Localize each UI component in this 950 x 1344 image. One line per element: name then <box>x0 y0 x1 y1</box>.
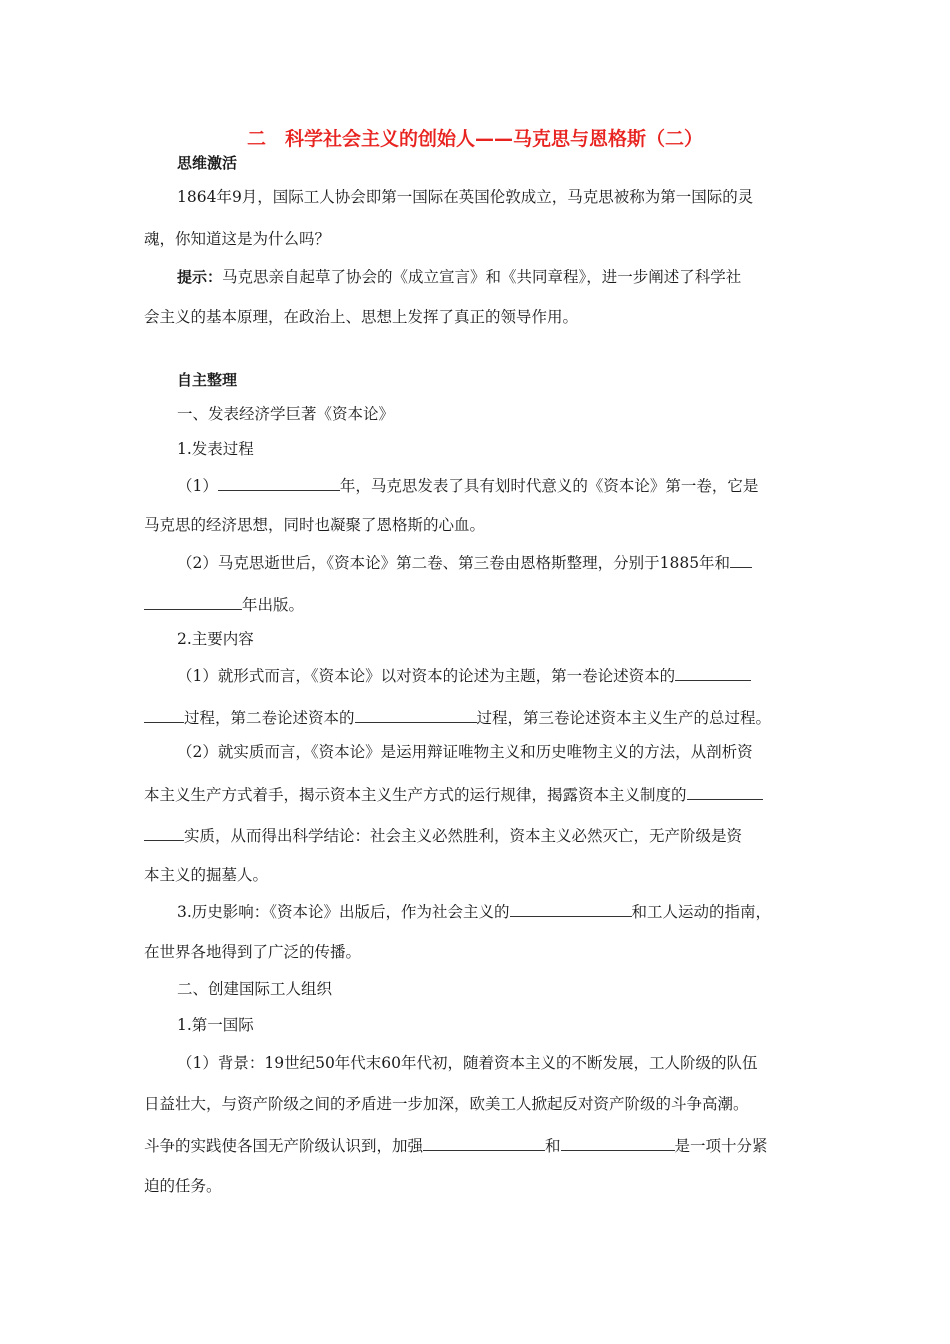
part2-title: 二、创建国际工人组织 <box>177 980 333 998</box>
p2-2-line-1: （2）就实质而言，《资本论》是运用辩证唯物主义和历史唯物主义的方法，从剖析资 <box>177 743 753 761</box>
p2-1-line-2 <box>144 706 771 729</box>
p1-1-line-2: 马克思的经济思想，同时也凝聚了恩格斯的心血。 <box>144 516 486 534</box>
p3-text-a: 3.历史影响：《资本论》出版后，作为社会主义的 <box>177 903 510 921</box>
p2-2-text-3: 实质，从而得出科学结论：社会主义必然胜利，资本主义必然灭亡，无产阶级是资 <box>184 827 743 845</box>
p3-text-b: 和工人运动的指南， <box>631 903 772 921</box>
fill-blank-process-a[interactable] <box>675 664 751 681</box>
q1-line-3 <box>144 1134 768 1157</box>
section-heading-self-study: 自主整理 <box>177 371 238 389</box>
hint-text: 马克思亲自起草了协会的《成立宣言》和《共同章程》，进一步阐述了科学社 <box>222 268 742 286</box>
p2-1-text: （1）就形式而言，《资本论》以对资本的论述为主题，第一卷论述资本的 <box>177 667 676 685</box>
p1-1-line-1 <box>177 474 758 497</box>
question-line-1: 1864年9月，国际工人协会即第一国际在英国伦敦成立，马克思被称为第一国际的灵 <box>177 188 754 206</box>
fill-blank-year[interactable] <box>218 474 340 491</box>
p2-1-end: 过程，第三卷论述资本主义生产的总过程。 <box>476 709 772 727</box>
p2-1-mid: 过程，第二卷论述资本的 <box>184 709 355 727</box>
q1-text-b: 和 <box>545 1137 561 1155</box>
p1-2-text: （2）马克思逝世后，《资本论》第二卷、第三卷由恩格斯整理，分别于1885年和 <box>177 554 731 572</box>
fill-blank-essence-a[interactable] <box>687 783 763 800</box>
question-line-2: 魂，你知道这是为什么吗？ <box>144 230 331 248</box>
hint-label: 提示： <box>177 268 223 286</box>
q1-line-4: 迫的任务。 <box>144 1177 222 1195</box>
fill-blank-process-b[interactable] <box>355 706 477 723</box>
q1-line-1: （1）背景：19世纪50年代末60年代初，随着资本主义的不断发展，工人阶级的队伍 <box>177 1054 758 1072</box>
p2-2-text: 本主义生产方式着手，揭示资本主义生产方式的运行规律，揭露资本主义制度的 <box>144 786 687 804</box>
fill-blank-unity-a[interactable] <box>423 1134 545 1151</box>
p1-1-prefix: （1） <box>177 477 218 495</box>
p1-title: 1.发表过程 <box>177 440 254 458</box>
fill-blank-unity-b[interactable] <box>561 1134 675 1151</box>
fill-blank-process-a-cont[interactable] <box>144 706 184 723</box>
q1-text-c: 是一项十分紧 <box>674 1137 768 1155</box>
fill-blank-theory[interactable] <box>510 900 632 917</box>
p1-2-line-1 <box>177 551 752 574</box>
section-heading-thinking: 思维激活 <box>177 154 238 172</box>
part1-title: 一、发表经济学巨著《资本论》 <box>177 405 395 423</box>
p2-title: 2.主要内容 <box>177 630 254 648</box>
hint-line-1 <box>177 266 741 288</box>
document-title: 二 科学社会主义的创始人——马克思与恩格斯（二） <box>246 128 703 150</box>
p2-2-line-3 <box>144 824 742 847</box>
p1-2-line-2 <box>144 593 304 616</box>
fill-blank-publish-year-b[interactable] <box>144 593 242 610</box>
p1-2-suffix: 年出版。 <box>242 596 305 614</box>
hint-line-2: 会主义的基本原理，在政治上、思想上发挥了真正的领导作用。 <box>144 308 579 326</box>
p3-line-2: 在世界各地得到了广泛的传播。 <box>144 943 362 961</box>
p2-2-line-2 <box>144 783 763 806</box>
q1-title: 1.第一国际 <box>177 1016 254 1034</box>
p1-1-suffix: 年，马克思发表了具有划时代意义的《资本论》第一卷，它是 <box>339 477 759 495</box>
fill-blank-essence-b[interactable] <box>144 824 184 841</box>
q1-line-2: 日益壮大，与资产阶级之间的矛盾进一步加深，欧美工人掀起反对资产阶级的斗争高潮。 <box>144 1095 749 1113</box>
q1-text-a: 斗争的实践使各国无产阶级认识到，加强 <box>144 1137 424 1155</box>
p2-2-line-4: 本主义的掘墓人。 <box>144 866 269 884</box>
p3-line-1 <box>177 900 771 923</box>
fill-blank-publish-year-a[interactable] <box>730 551 752 568</box>
p2-1-line-1 <box>177 664 751 687</box>
